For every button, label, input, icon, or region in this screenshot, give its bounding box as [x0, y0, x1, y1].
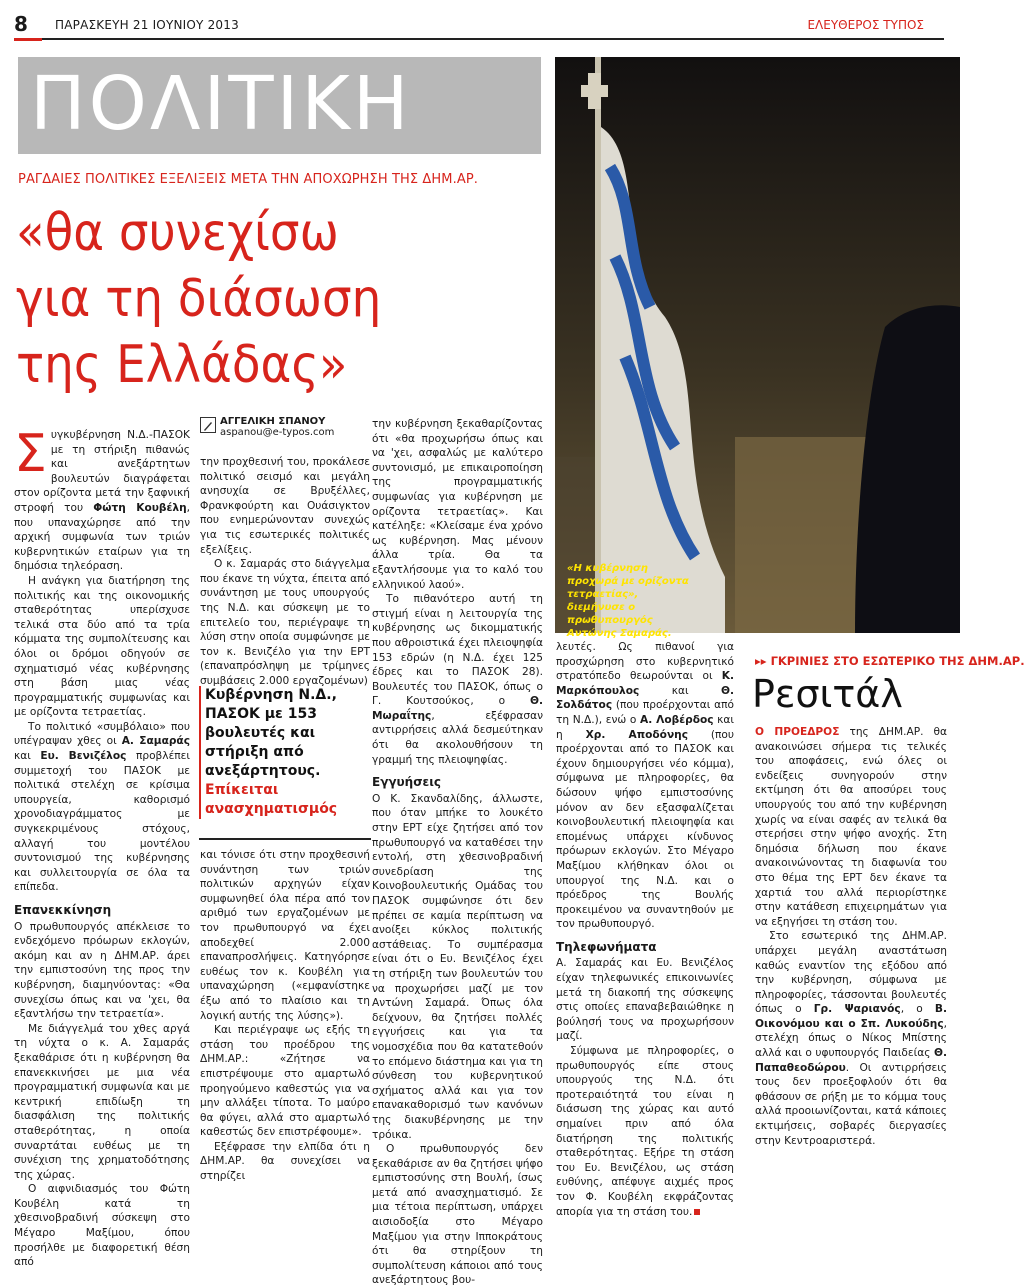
sidebar-title: Ρεσιτάλ	[752, 672, 903, 716]
headline-line-1: «θα συνεχίσω	[16, 203, 339, 263]
newspaper-name: ΕΛΕΥΘΕΡΟΣ ΤΥΠΟΣ	[807, 18, 924, 32]
paragraph: Στο εσωτερικό της ΔΗΜ.ΑΡ. υπάρχει μεγάλη αναστάτωση καθώς εναντίον της εξόδου από την κυβέρνηση, σύμφωνα με πληροφορίες, τάσσονται βουλευτές όπως ο Γρ. Ψαριανός, ο Β. Οικονόμου και ο Σπ. Λυκούδης, στελέχη όπως ο Νίκος Μπίστης αλλά και ο υφυπουργός Παιδείας Θ. Παπαθεοδώρου. Οι αντιρρήσεις τους δεν προεξοφλούν ότι θα φθάσουν σε ρήξη με το κόμμα τους αλλά προοιωνίζονται, κατά κάποιες εκτιμήσεις, σοβαρές διεργασίες στην Κεντροαριστερά.	[755, 930, 947, 1147]
paragraph: Ο κ. Σαμαράς στο διάγγελμα που έκανε τη νύχτα, έπειτα από συνάντηση με τους υπουργούς της Ν.Δ. και σύσκεψη με το επιτελείο του, περιέγραψε τη λύση στην οποία συμφώνησε με τον κ. Βενιζέλο για την ΕΡΤ (επαναπρόσληψη με τρίμηνες συμβάσεις 2.000 εργαζομένων)	[200, 558, 370, 687]
drop-cap: Σ	[14, 424, 47, 484]
paragraph: Ο πρωθυπουργός απέκλεισε το ενδεχόμενο πρόωρων εκλογών, ακόμη και αν η ΔΗΜ.ΑΡ. άρει την εμπιστοσύνη της προς την κυβέρνηση, διαμηνύοντας: «Θα συνεχίσω όπως και να 'χει, θα εξαντλήσω την τετραετία».	[14, 920, 190, 1021]
flagpole	[595, 57, 601, 633]
photo-caption: «Η κυβέρνηση προχωρά με ορίζοντα τετραετίας», διεμήνυσε ο πρωθυπουργός Αντώνης Σαμαράς.	[567, 563, 689, 639]
paragraph: Ο πρωθυπουργός δεν ξεκαθάρισε αν θα ζητήσει ψήφο εμπιστοσύνης στη Βουλή, ίσως μετά από ανασχηματισμό. Σε μια τέτοια περίπτωση, υπάρχει αισιοδοξία στο Μέγαρο Μαξίμου για στην Ιπποκράτους ότι θα στηρίξουν τη συμπολίτευση κάποιοι από τους ανεξάρτητους βου-	[372, 1143, 543, 1287]
header-rule	[14, 38, 944, 40]
pull-quote-rule	[199, 838, 371, 840]
section-title: ΠΟΛΙΤΙΚΗ	[30, 61, 412, 147]
paragraph: Ο ΠΡΟΕΔΡΟΣ της ΔΗΜ.ΑΡ. θα ανακοινώσει σήμερα τις τελικές του αποφάσεις, ενώ όλες οι ενδείξεις συνηγορούν στην εκτίμηση ότι θα αποσύρει τους υπουργούς του από την κυβέρνηση χωρίς να είναι σαφές αν τελικά θα στερήσει στην ψήφο ανοχής. Στη δημόσια δήλωση που έκανε ανακοινώνοντας τη διαφωνία του στο θέμα της ΕΡΤ δεν έκανε τα χαρτιά του αλλά περιορίστηκε στην κατάθεση επιχειρημάτων για να εξηγήσει τη στάση του.	[755, 726, 947, 928]
article-column-2-continued	[200, 848, 370, 1184]
author-name: ΑΓΓΕΛΙΚΗ ΣΠΑΝΟΥ	[220, 416, 326, 427]
article-kicker: ΡΑΓΔΑΙΕΣ ΠΟΛΙΤΙΚΕΣ ΕΞΕΛΙΞΕΙΣ ΜΕΤΑ ΤΗΝ ΑΠΟΧΩΡΗΣΗ ΤΗΣ ΔΗΜ.ΑΡ.	[18, 172, 479, 187]
byline	[200, 416, 370, 438]
header-accent	[14, 38, 42, 41]
article-column-4	[556, 640, 734, 1219]
article-column-3	[372, 417, 543, 1288]
paragraph: υγκυβέρνηση Ν.Δ.-ΠΑΣΟΚ με τη στήριξη πιθανώς και ανεξάρτητων βουλευτών διαγράφεται στον ορίζοντα μετά την ξαφνική στροφή του Φώτη Κουβέλη, που υπαναχώρησε από την αρχική συμφωνία των τριών κυβερνητικών εταίρων για τη δημόσια τηλεόραση.	[14, 429, 190, 573]
paragraph: Η ανάγκη για διατήρηση της πολιτικής και της οικονομικής σταθερότητας υπερίσχυσε τελικά στα δύο από τα τρία κόμματα της συμπολίτευσης και όλοι οι δρόμοι οδηγούν σε σχηματισμό νέας κυβέρνησης στη βάση μιας νέας προγραμματικής συμφωνίας και με ορίζοντα τετραετίας.	[14, 574, 190, 719]
subheading: Επανεκκίνηση	[14, 903, 112, 917]
paragraph: Ο Κ. Σκανδαλίδης, άλλωστε, που όταν μπήκε το λουκέτο στην ΕΡΤ είχε ζητήσει από τον πρωθυπουργό να καταθέσει την εντολή, στη χθεσινοβραδινή συνεδρίαση της Κοινοβουλευτικής Ομάδας του ΠΑΣΟΚ συμφώνησε ότι δεν πρέπει σε καμία περίπτωση να ανοίξει κύκλος πολιτικής αστάθειας. Το συμπέρασμα είναι ότι ο Ευ. Βενιζέλος έχει τη στήριξη των βουλευτών του να προχωρήσει μαζί με τον Αντώνη Σαμαρά. Όπως όλα δείχνουν, θα ζητήσει πολλές εγγυήσεις και για τα νομοσχέδια που θα κατατεθούν το επόμενο διάστημα και για τη σύνθεση του κυβερνητικού σχήματος αλλά και για τον επανακαθορισμό των κανόνων της διακυβέρνησης με την τρόικα.	[372, 792, 543, 1141]
paragraph: Ο αιφνιδιασμός του Φώτη Κουβέλη κατά τη χθεσινοβραδινή σύσκεψη στο Μέγαρο Μαξίμου, όπου προσήλθε με διαφορετική θέση από	[14, 1183, 190, 1269]
pull-quote: Κυβέρνηση Ν.Δ., ΠΑΣΟΚ με 153 βουλευτές και στήριξη από ανεξάρτητους. Επίκειται ανασχηματισμός	[199, 686, 375, 819]
photo-scene	[555, 57, 960, 633]
paragraph: Σύμφωνα με πληροφορίες, ο πρωθυπουργός είπε στους υπουργούς της Ν.Δ. ότι προτεραιότητά του είναι η διάσωση της χώρας και αυτό σημαίνει πριν από όλα διατήρηση της πολιτικής σταθερότητας. Εξήρε τη στάση του Ευ. Βενιζέλου, ως στάση ευθύνης, απέφυγε αιχμές προς τον Φ. Κουβέλη εκφράζοντας απορία για τη στάση του.	[556, 1045, 734, 1218]
paragraph: Α. Σαμαράς και Ευ. Βενιζέλος είχαν τηλεφωνικές επικοινωνίες μετά τη διακοπή της σύσκεψης στις οποίες επαναβεβαιώθηκε η βούλησή τους να προχωρήσουν μαζί.	[556, 957, 734, 1043]
sidebar-kicker: ▸▸ ΓΚΡΙΝΙΕΣ ΣΤΟ ΕΣΩΤΕΡΙΚΟ ΤΗΣ ΔΗΜ.ΑΡ.	[755, 654, 1025, 668]
issue-date: ΠΑΡΑΣΚΕΥΗ 21 ΙΟΥΝΙΟΥ 2013	[55, 18, 239, 32]
article-photo	[555, 57, 960, 633]
paragraph: και τόνισε ότι στην προχθεσινή συνάντηση των τριών πολιτικών αρχηγών είχαν συμφωνηθεί όλα πέρα από τον αριθμό των εργαζομένων με τον πρωθυπουργό να έχει αποδεχθεί 2.000 επαναπροσλήψεις. Κατηγόρησε ευθέως τον κ. Κουβέλη για υπαναχώρηση («εμφανίστηκε έξω από το πλαίσιο και τη λογική αυτής της λύσης»).	[200, 849, 370, 1022]
end-of-article-mark	[694, 1209, 700, 1215]
sidebar-body	[755, 725, 947, 1148]
paragraph: Και περιέγραψε ως εξής τη στάση του προέδρου της ΔΗΜ.ΑΡ.: «Ζήτησε να επιστρέψουμε στο αμαρτωλό προηγούμενο καθεστώς για να μην αλλάξει τίποτα. Το μαύρο θα φύγει, αλλά στο αμαρτωλό καθεστώς δεν επιστρέφουμε».	[200, 1024, 370, 1139]
paragraph: Με διάγγελμά του χθες αργά τη νύχτα ο κ. Α. Σαμαράς ξεκαθάρισε ότι η κυβέρνηση θα επανεκκινήσει με μια νέα προγραμματική συμφωνία και με κεντρική επιδίωξη τη διασφάλιση της πολιτικής σταθερότητας, η οποία συναρτάται ευθέως με τη συνέχιση της χρηματοδότησης της χώρας.	[14, 1022, 190, 1181]
paragraph: Το πολιτικό «συμβόλαιο» που υπέγραψαν χθες οι Α. Σαμαράς και Ευ. Βενιζέλος προβλέπει συμμετοχή του ΠΑΣΟΚ με πολιτικά στελέχη σε κρίσιμα υπουργεία, καθορισμό χρονοδιαγράμματος με συγκεκριμένους στόχους, αλλαγή του μοντέλου συντονισμού της κυβέρνησης και συλλειτουργία σε όλα τα επίπεδα.	[14, 720, 190, 894]
subheading: Εγγυήσεις	[372, 775, 442, 790]
article-column-1	[14, 424, 190, 1270]
page-number: 8	[14, 12, 28, 36]
paragraph: Εξέφρασε την ελπίδα ότι η ΔΗΜ.ΑΡ. θα συνεχίσει να στηρίζει	[200, 1140, 370, 1183]
paragraph: την κυβέρνηση ξεκαθαρίζοντας ότι «θα προχωρήσω όπως και να 'χει, ασφαλώς με καλύτερο συντονισμό, με επικαιροποίηση της προγραμματικής συμφωνίας για κυβέρνηση με ορίζοντα τετραετίας». Και κατέληξε: «Κλείσαμε ένα χρόνο ως κυβέρνηση. Μας μένουν άλλα τρία. Θα τα εξαντλήσουμε για το καλό του ελληνικού λαού».	[372, 418, 543, 591]
subheading: Τηλεφωνήματα	[556, 939, 657, 954]
author-email[interactable]: aspanou@e-typos.com	[220, 427, 335, 438]
paragraph: λευτές. Ως πιθανοί για προσχώρηση στο κυβερνητικό στρατόπεδο θεωρούνται οι Κ. Μαρκόπουλος και Θ. Σολδάτος (που προέρχονται από τη Ν.Δ.), ενώ ο Α. Λοβέρδος και η Χρ. Αποδόνης (που προέρχονται από το ΠΑΣΟΚ και έχουν δημιουργήσει νέο κόμμα), σύμφωνα με πληροφορίες, θα δώσουν ψήφο εμπιστοσύνης μόνον αν δεν εξασφαλίζεται κοινοβουλευτική πλειοψηφία και επομένως υπάρχει κίνδυνος πρόωρων εκλογών. Στο Μέγαρο Μαξίμου κλήθηκαν όλοι οι υπουργοί της Ν.Δ. και ο πρόεδρος της Βουλής προκειμένου να συναντηθούν με τον πρωθυπουργό.	[556, 641, 734, 931]
headline-line-2: για τη διάσωση	[16, 269, 382, 329]
paragraph: την προχθεσινή του, προκάλεσε πολιτικό σεισμό και μεγάλη ανησυχία σε Βρυξέλλες, Φρανκφούρτη και Ουάσιγκτον που ενημερώνονταν συνεχώς για τις εσωτερικές πολιτικές εξελίξεις.	[200, 456, 370, 556]
paragraph: Το πιθανότερο αυτή τη στιγμή είναι η λειτουργία της κυβέρνησης ως δικομματικής που αθροιστικά έχει πλειοψηφία 153 εδρών (η Ν.Δ. έχει 125 έδρες και το ΠΑΣΟΚ 28). Βουλευτές του ΠΑΣΟΚ, όπως ο Γ. Κουτσούκος, ο Θ. Μωραΐτης, εξέφρασαν αντιρρήσεις αλλά δεσμεύτηκαν ότι θα ακολουθήσουν τη γραμμή της πλειοψηφίας.	[372, 593, 543, 766]
headline-line-3: της Ελλάδας»	[16, 335, 348, 395]
article-column-2	[200, 455, 370, 689]
article-headline	[16, 200, 536, 398]
